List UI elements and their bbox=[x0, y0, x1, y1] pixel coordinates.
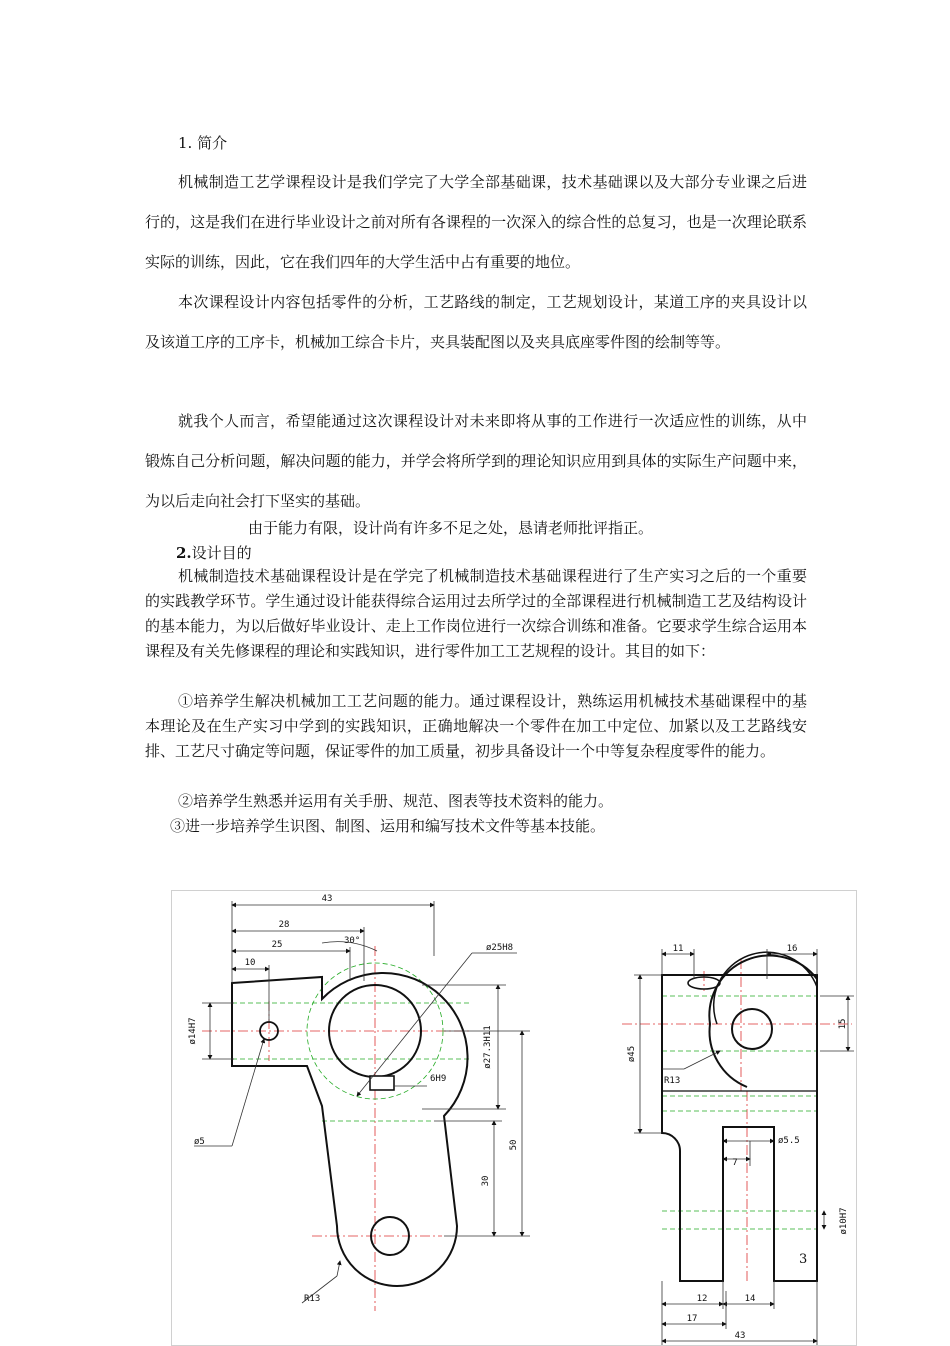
dim-radius-13-front: R13 bbox=[304, 1294, 321, 1304]
section1-closing: 由于能力有限，设计尚有许多不足之处，恳请老师批评指正。 bbox=[248, 519, 654, 537]
dim-angle-30: 30° bbox=[344, 936, 361, 946]
section1-paragraph-3: 就我个人而言，希望能通过这次课程设计对未来即将从事的工作进行一次适应性的训练，从中锻炼自己分析问题，解决问题的能力，并学会将所学到的理论知识应用到具体的实际生产问题中来，为以后走向社会打下坚实的基础。 bbox=[145, 412, 807, 510]
dim-12: 12 bbox=[696, 1294, 708, 1304]
dim-15: 15 bbox=[838, 1018, 848, 1030]
dim-27-3h11: ø27.3H11 bbox=[483, 1025, 493, 1069]
dim-25: 25 bbox=[271, 940, 283, 950]
side-view bbox=[622, 944, 854, 1345]
dim-hole-5-5: ø5.5 bbox=[778, 1136, 800, 1146]
dim-50: 50 bbox=[509, 1139, 519, 1151]
dim-10h7: ø10H7 bbox=[839, 1207, 849, 1235]
dim-10: 10 bbox=[244, 958, 256, 968]
dim-30: 30 bbox=[481, 1175, 491, 1187]
section2-heading-text: 设计目的 bbox=[191, 544, 252, 562]
dim-43-side: 43 bbox=[734, 1331, 746, 1341]
front-view bbox=[188, 894, 530, 1311]
dim-14h7: ø14H7 bbox=[188, 1017, 198, 1045]
dim-bore-25h8: ø25H8 bbox=[486, 943, 514, 953]
section2-heading-number: 2. bbox=[176, 544, 192, 562]
dim-17: 17 bbox=[686, 1314, 698, 1324]
page-number: 3 bbox=[799, 1252, 808, 1267]
dim-radius-13-side: R13 bbox=[664, 1076, 681, 1086]
section2-heading bbox=[176, 542, 252, 563]
section1-paragraph-2: 本次课程设计内容包括零件的分析，工艺路线的制定，工艺规划设计，某道工序的夹具设计以及该道工序的工序卡，机械加工综合卡片，夹具装配图以及夹具底座零件图的绘制等等。 bbox=[145, 293, 807, 351]
dim-43-front: 43 bbox=[321, 894, 333, 904]
section1-heading: 1. 简介 bbox=[178, 134, 228, 152]
dim-keyway-6h9: 6H9 bbox=[430, 1074, 447, 1084]
section2-item-2: ②培养学生熟悉并运用有关手册、规范、图表等技术资料的能力。 bbox=[178, 792, 614, 810]
dim-16: 16 bbox=[786, 944, 798, 954]
section2-intro: 机械制造技术基础课程设计是在学完了机械制造技术基础课程进行了生产实习之后的一个重要的实践教学环节。学生通过设计能获得综合运用过去所学过的全部课程进行机械制造工艺及结构设计的基本能力，为以后做好毕业设计、走上工作岗位进行一次综合训练和准备。它要求学生综合运用本课程及有关先修课程的理论和实践知识，进行零件加工工艺规程的设计。其目的如下： bbox=[145, 567, 807, 660]
dim-hole-5: ø5 bbox=[194, 1137, 205, 1147]
dim-14: 14 bbox=[744, 1294, 756, 1304]
section2-item-1: ①培养学生解决机械加工工艺问题的能力。通过课程设计，熟练运用机械技术基础课程中的基本理论及在生产实习中学到的实践知识，正确地解决一个零件在加工中定位、加紧以及工艺路线安排、工艺尺寸确定等问题，保证零件的加工质量，初步具备设计一个中等复杂程度零件的能力。 bbox=[145, 692, 807, 760]
dim-28: 28 bbox=[278, 920, 290, 930]
section2-item-3: ③进一步培养学生识图、制图、运用和编写技术文件等基本技能。 bbox=[170, 817, 606, 835]
dim-45: ø45 bbox=[627, 1045, 637, 1063]
dim-7: 7 bbox=[732, 1158, 738, 1168]
part-drawing-svg bbox=[172, 891, 856, 1345]
part-drawing bbox=[171, 890, 857, 1346]
dim-11: 11 bbox=[672, 944, 684, 954]
section1-paragraph-1: 机械制造工艺学课程设计是我们学完了大学全部基础课，技术基础课以及大部分专业课之后进行的，这是我们在进行毕业设计之前对所有各课程的一次深入的综合性的总复习，也是一次理论联系实际的训练，因此，它在我们四年的大学生活中占有重要的地位。 bbox=[145, 173, 807, 271]
